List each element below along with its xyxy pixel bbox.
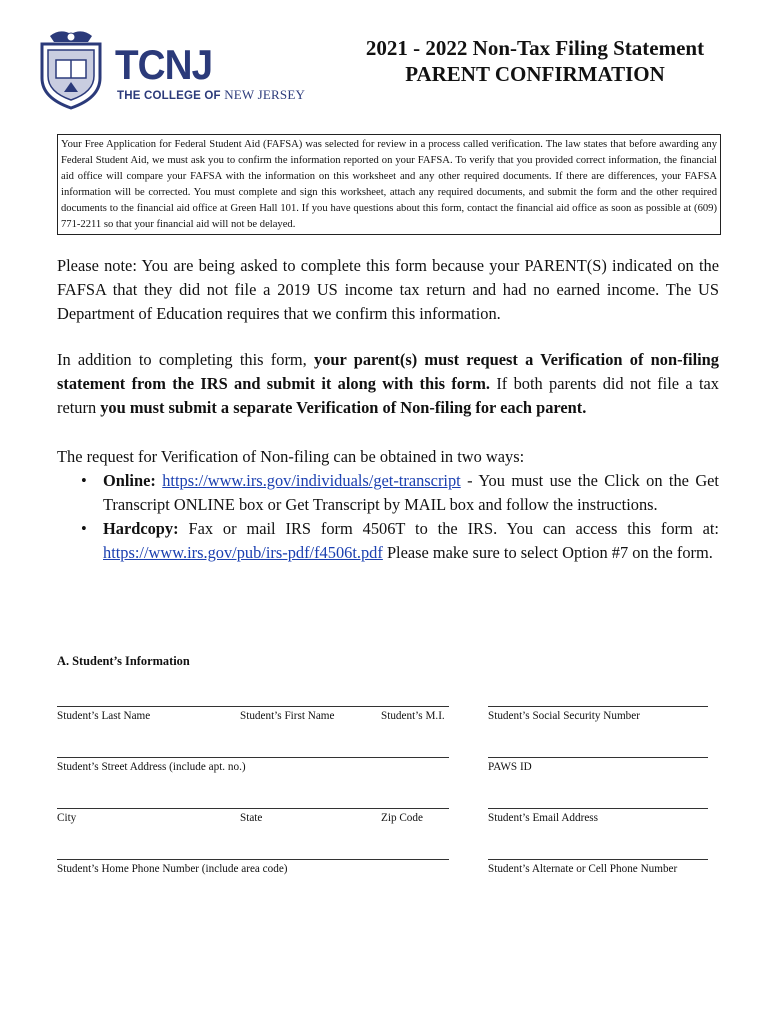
ssn-input-line[interactable] [488, 706, 708, 707]
home-phone-label: Student’s Home Phone Number (include area code) [57, 863, 288, 875]
request-intro: The request for Verification of Non-filing can be obtained in two ways: [57, 447, 525, 466]
paws-label: PAWS ID [488, 761, 532, 773]
hardcopy-text: Fax or mail IRS form 4506T to the IRS. You can access this form at: [178, 519, 719, 538]
form-title-line2: PARENT CONFIRMATION [405, 62, 665, 86]
online-text: - You must use the Click on the Get Transcript ONLINE box or Get Transcript by MAIL box and follow the instructions. [103, 471, 719, 514]
section-a-title: A. Student’s Information [57, 654, 190, 668]
addition-bold-1: your parent(s) must request a Verification of non-filing statement from the IRS and submit it along with this form. [57, 350, 719, 393]
hardcopy-text-2: Please make sure to select Option #7 on the form. [382, 543, 713, 562]
tcnj-wordmark: TCNJ [115, 41, 213, 88]
first-name-label: Student’s First Name [240, 710, 335, 722]
list-item-online [103, 469, 719, 517]
ssn-label: Student’s Social Security Number [488, 710, 640, 722]
zip-label: Zip Code [381, 812, 423, 824]
addition-paragraph [57, 348, 719, 420]
college-name [117, 87, 305, 103]
street-label: Student’s Street Address (include apt. no.) [57, 761, 246, 773]
home-phone-input-line[interactable] [57, 859, 449, 860]
request-ways-list [57, 469, 719, 565]
last-name-label: Student’s Last Name [57, 710, 151, 722]
list-item-hardcopy [103, 517, 719, 565]
verification-intro-box: Your Free Application for Federal Student Aid (FAFSA) was selected for review in a process called verification. The law states that before awarding any Federal Student Aid, we must ask you to confirm the information reported on your FAFSA. To verify that you provided correct information, the financial aid office will compare your FAFSA with the information on this worksheet and any other required documents. If there are differences, your FAFSA information will be corrected. You must complete and sign this worksheet, attach any required documents, and submit the form and the other required documents to the financial aid office at Green Hall 101. If you have questions about this form, contact the financial aid office as soon as possible at (609) 771-2211 so that your financial aid will not be delayed. [57, 134, 721, 235]
online-label: Online: [103, 471, 156, 490]
form-title [345, 35, 725, 87]
addition-bold-2: you must submit a separate Verification of Non-filing for each parent. [100, 398, 587, 417]
alt-phone-label: Student’s Alternate or Cell Phone Number [488, 863, 678, 875]
hardcopy-label: Hardcopy: [103, 519, 179, 538]
state-label: State [240, 812, 263, 824]
paws-input-line[interactable] [488, 757, 708, 758]
request-section [57, 445, 719, 565]
addition-text-1: In addition to completing this form, [57, 350, 315, 369]
form-title-line1: 2021 - 2022 Non-Tax Filing Statement [365, 36, 705, 60]
college-name-prefix: THE COLLEGE OF [117, 90, 221, 102]
irs-transcript-link[interactable]: https://www.irs.gov/individuals/get-transcript [162, 471, 461, 490]
college-seal-logo [36, 26, 106, 110]
name-input-line[interactable] [57, 706, 449, 707]
street-input-line[interactable] [57, 757, 449, 758]
addition-text-2: If both parents did not file a tax return [57, 374, 719, 417]
irs-4506t-link[interactable]: https://www.irs.gov/pub/irs-pdf/f4506t.pdf [103, 543, 383, 562]
city-state-zip-input-line[interactable] [57, 808, 449, 809]
email-input-line[interactable] [488, 808, 708, 809]
college-name-suffix: NEW JERSEY [224, 87, 306, 102]
note-paragraph: Please note: You are being asked to complete this form because your PARENT(S) indicated on the FAFSA that they did not file a 2019 US income tax return and had no earned income. The US Department of Education requires that we confirm this information. [57, 256, 719, 323]
mi-label: Student’s M.I. [381, 710, 445, 722]
city-label: City [57, 812, 77, 824]
email-label: Student’s Email Address [488, 812, 599, 824]
alt-phone-input-line[interactable] [488, 859, 708, 860]
